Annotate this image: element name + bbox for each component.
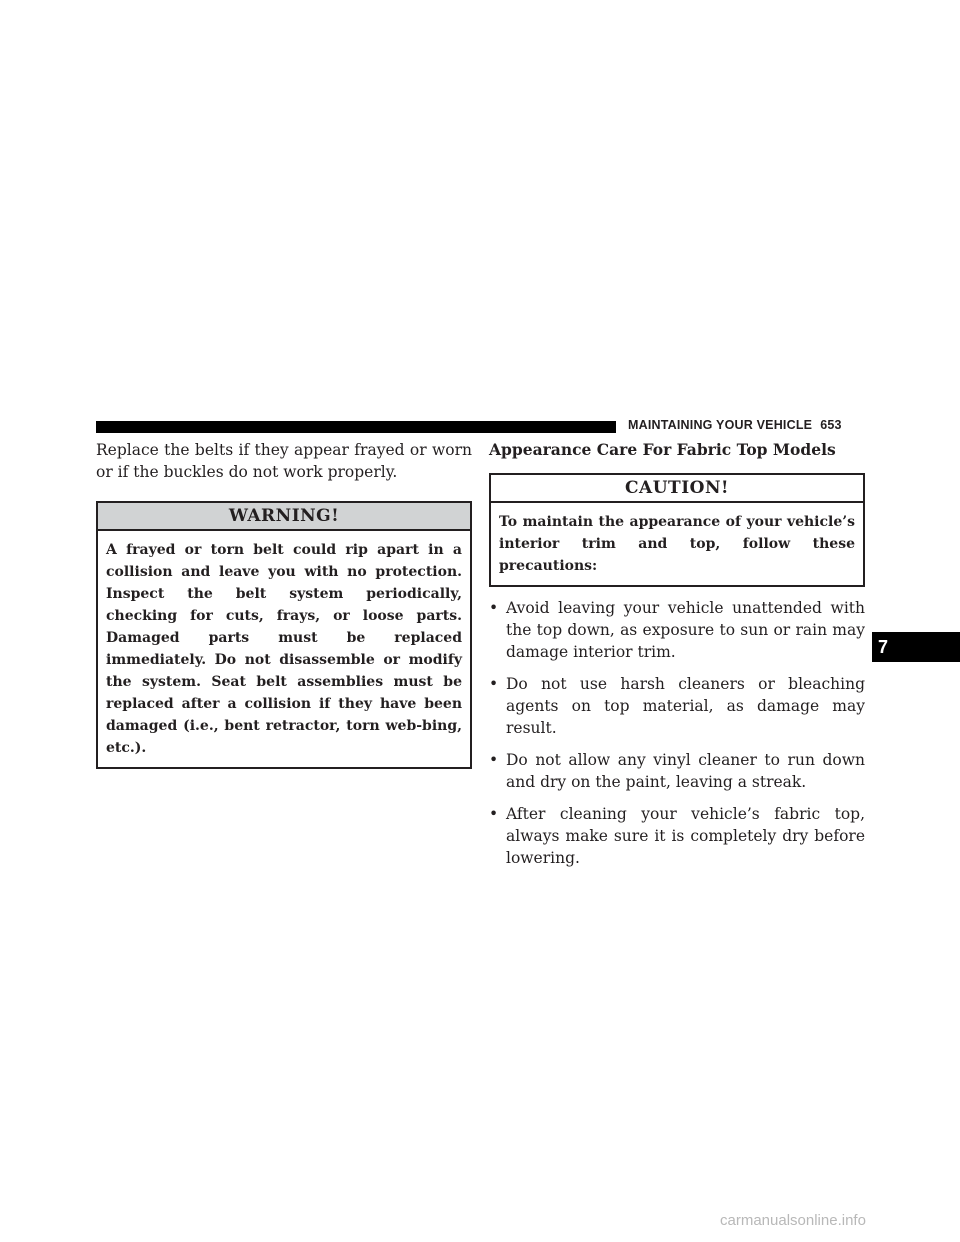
warning-title: WARNING! [98, 503, 470, 531]
bullet-icon: • [489, 599, 499, 617]
warning-box [96, 501, 472, 769]
chapter-tab: 7 [872, 632, 960, 662]
bullet-icon: • [489, 675, 499, 693]
list-item: • Do not use harsh cleaners or bleaching agents on top material, as damage may result. [489, 675, 865, 737]
section-heading: Appearance Care For Fabric Top Models [489, 440, 836, 459]
left-column [96, 439, 472, 769]
caution-body: To maintain the appearance of your vehicle’s interior trim and top, follow these precautions: [499, 514, 855, 574]
watermark: carmanualsonline.info [720, 1212, 866, 1229]
list-item: • After cleaning your vehicle’s fabric top, always make sure it is completely dry before lowering. [489, 805, 865, 867]
header-rule [96, 421, 616, 433]
section-title: MAINTAINING YOUR VEHICLE [628, 418, 813, 432]
bullet-icon: • [489, 751, 499, 769]
intro-paragraph: Replace the belts if they appear frayed or worn or if the buckles do not work properly. [96, 441, 472, 481]
list-item: • Avoid leaving your vehicle unattended with the top down, as exposure to sun or rain may damage interior trim. [489, 599, 865, 661]
caution-box [489, 473, 865, 587]
list-item: • Do not allow any vinyl cleaner to run down and dry on the paint, leaving a streak. [489, 751, 865, 791]
right-column [489, 439, 865, 879]
bullet-icon: • [489, 805, 499, 823]
running-header [628, 418, 842, 436]
caution-title: CAUTION! [491, 475, 863, 503]
page-number: 653 [820, 418, 842, 432]
precaution-list [489, 597, 865, 869]
warning-body: A frayed or torn belt could rip apart in a collision and leave you with no protection. Inspect the belt system periodically, checking for cuts, frays, or loose parts. Damaged parts must be replaced immediately. Do not disassemble or modify the system. Seat belt assemblies must be replaced after a collision if they have been damaged (i.e., bent retractor, torn web-bing, etc.). [106, 542, 462, 756]
